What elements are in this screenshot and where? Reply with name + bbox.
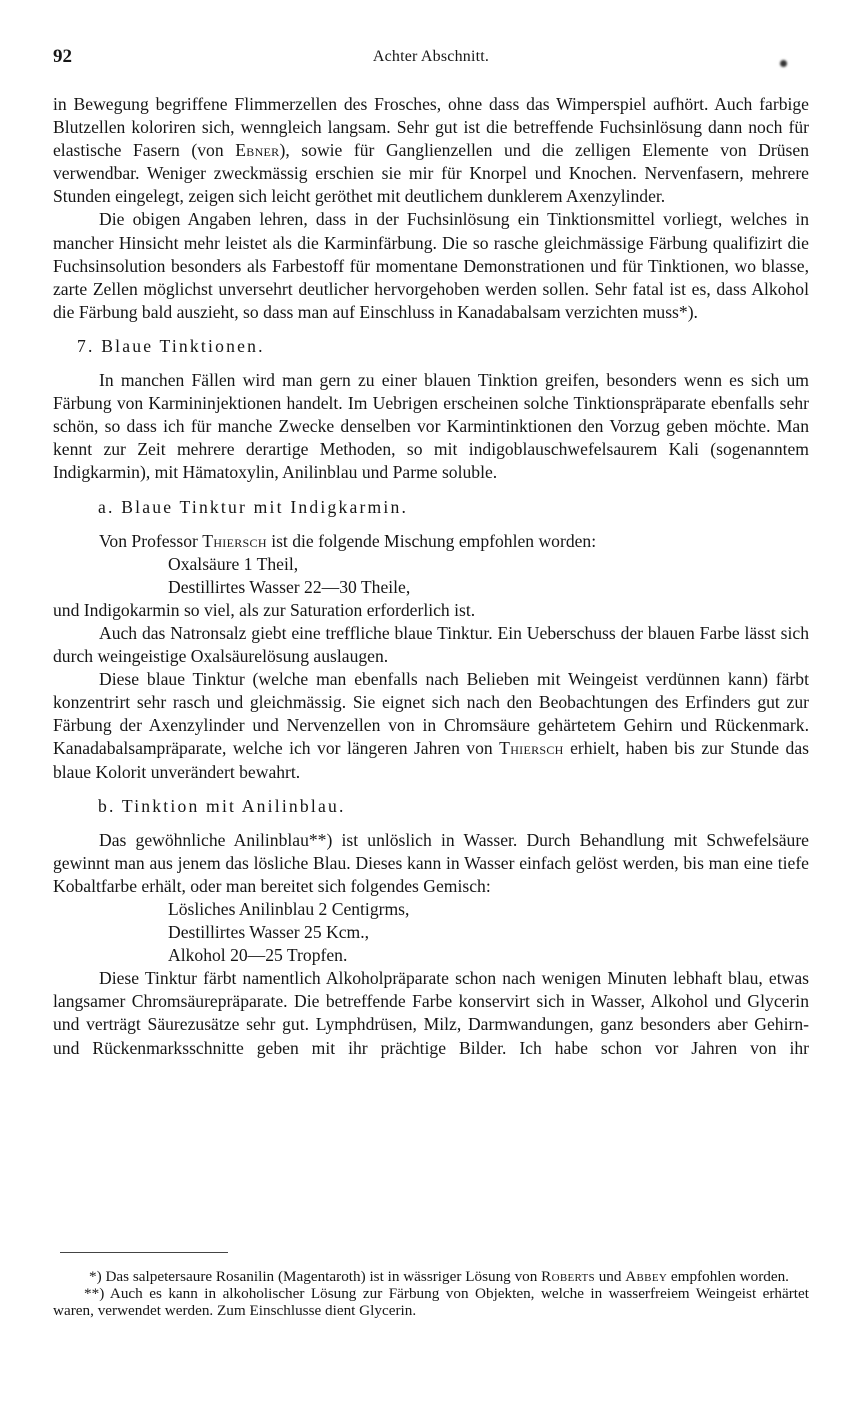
- footnote-1: *) Das salpetersaure Rosanilin (Magentaroth) ist in wässriger Lösung von Roberts und Abbey empfohlen worden.: [89, 1268, 789, 1285]
- page-body: [53, 93, 809, 1060]
- subsection-heading-a: a. Blaue Tinktur mit Indigkarmin.: [98, 496, 409, 517]
- recipe-item: Destillirtes Wasser 25 Kcm.,: [168, 922, 370, 943]
- recipe-closing: und Indigokarmin so viel, als zur Saturation erforderlich ist.: [53, 599, 476, 620]
- author-name: Thiersch: [499, 738, 564, 759]
- recipe-item: Destillirtes Wasser 22—30 Theile,: [168, 576, 411, 597]
- paragraph-continuation: in Bewegung begriffene Flimmerzellen des Frosches, ohne dass das Wimperspiel aufhört. Auch farbige Blutzellen koloriren sich, wenngleich langsam. Sehr gut ist die betreffende Fuchsinlösung dann noch für elastische Fasern (von Ebner), sowie für Ganglienzellen und die zelligen Elemente von Drüsen verwendbar. Weniger zweckmässig erschien sie mir für Knorpel und Knochen. Nervenfasern, mehrere Stunden eingelegt, zeigen sich leicht geröthet mit deutlichem dunklerem Axenzylinder.: [53, 94, 809, 207]
- recipe-lead-a: Von Professor Thiersch ist die folgende Mischung empfohlen worden:: [99, 530, 597, 551]
- author-name: Roberts: [541, 1268, 595, 1285]
- footnote-rule: [60, 1252, 228, 1253]
- page-number: 92: [53, 46, 72, 67]
- recipe-item: Lösliches Anilinblau 2 Centigrms,: [168, 899, 410, 919]
- paragraph-anilinblau: Das gewöhnliche Anilinblau**) ist unlöslich in Wasser. Durch Behandlung mit Schwefelsäure gewinnt man aus jenem das lösliche Blau. Dieses kann in Wasser einfach gelöst werden, bis man eine tiefe Kobaltfarbe erhält, oder man bereitet sich folgendes Gemisch:: [53, 829, 809, 896]
- subsection-heading-b: b. Tinktion mit Anilinblau.: [98, 795, 346, 816]
- recipe-item: Oxalsäure 1 Theil,: [168, 553, 299, 574]
- running-head: Achter Abschnitt.: [372, 48, 490, 65]
- paragraph-fuchsin-summary: Die obigen Angaben lehren, dass in der Fuchsinlösung ein Tinktionsmittel vorliegt, welches in mancher Hinsicht mehr leistet als die Karminfärbung. Die so rasche gleichmässige Färbung qualifizirt die Fuchsinsolution besonders als Farbestoff für momentane Demonstrationen und für Tinktionen, wo blasse, zarte Zellen möglichst unversehrt deutlicher hervorgehoben werden sollen. Sehr fatal ist es, dass Alkohol die Färbung bald auszieht, so dass man auf Einschluss in Kanadabalsam verzichten muss*).: [53, 209, 809, 322]
- footnotes: [53, 1268, 809, 1320]
- paragraph-natronsalz: Auch das Natronsalz giebt eine treffliche blaue Tinktur. Ein Ueberschuss der blauen Farbe lässt sich durch weingeistige Oxalsäurelösung auslaugen.: [53, 622, 809, 667]
- paragraph-diese-blaue-tinktur: Diese blaue Tinktur (welche man ebenfalls nach Belieben mit Weingeist verdünnen kann) färbt konzentrirt sehr rasch und gleichmässig. Sie eignet sich nach den Beobachtungen des Erfinders gut zur Färbung der Axenzylinder und Nervenzellen von in Chromsäure gehärtetem Gehirn und Rückenmark. Kanadabalsampräparate, welche ich vor längeren Jahren von Thiersch erhielt, haben bis zur Stunde das blaue Kolorit unverändert bewahrt.: [53, 669, 809, 782]
- paragraph-section7-intro: In manchen Fällen wird man gern zu einer blauen Tinktion greifen, besonders wenn es sich um Färbung von Karmininjektionen handelt. Im Uebrigen erscheinen solche Tinktionspräparate ebenfalls sehr schön, so dass ich für manche Zwecke denselben vor Karmintinktionen den Vorzug geben möchte. Man kennt zur Zeit mehrere derartige Methoden, so mit indigoblauschwefelsaurem Kali (sogenanntem Indigkarmin), mit Hämatoxylin, Anilinblau und Parme soluble.: [53, 370, 809, 483]
- author-name: Abbey: [625, 1268, 668, 1285]
- footnote-2: **) Auch es kann in alkoholischer Lösung zur Färbung von Objekten, welche in wasserfreiem Weingeist erhärtet waren, verwendet werden. Zum Einschlusse dient Glycerin.: [53, 1285, 809, 1320]
- paragraph-anilin-tinktur: Diese Tinktur färbt namentlich Alkoholpräparate schon nach wenigen Minuten lebhaft blau, etwas langsamer Chromsäurepräparate. Die betreffende Farbe konservirt sich in Wasser, Alkohol und Glycerin und verträgt Säurezusätze sehr gut. Lymphdrüsen, Milz, Darmwandungen, ganz besonders aber Gehirn- und Rückenmarksschnitte geben mit ihr prächtige Bilder. Ich habe schon vor Jahren von ihr: [53, 968, 809, 1058]
- ink-speck: [780, 60, 787, 67]
- author-name: Thiersch: [202, 530, 267, 551]
- recipe-item: Alkohol 20—25 Tropfen.: [168, 945, 348, 966]
- section-heading-7: 7. Blaue Tinktionen.: [77, 335, 265, 356]
- page-header: [53, 46, 809, 70]
- author-name: Ebner: [235, 140, 280, 161]
